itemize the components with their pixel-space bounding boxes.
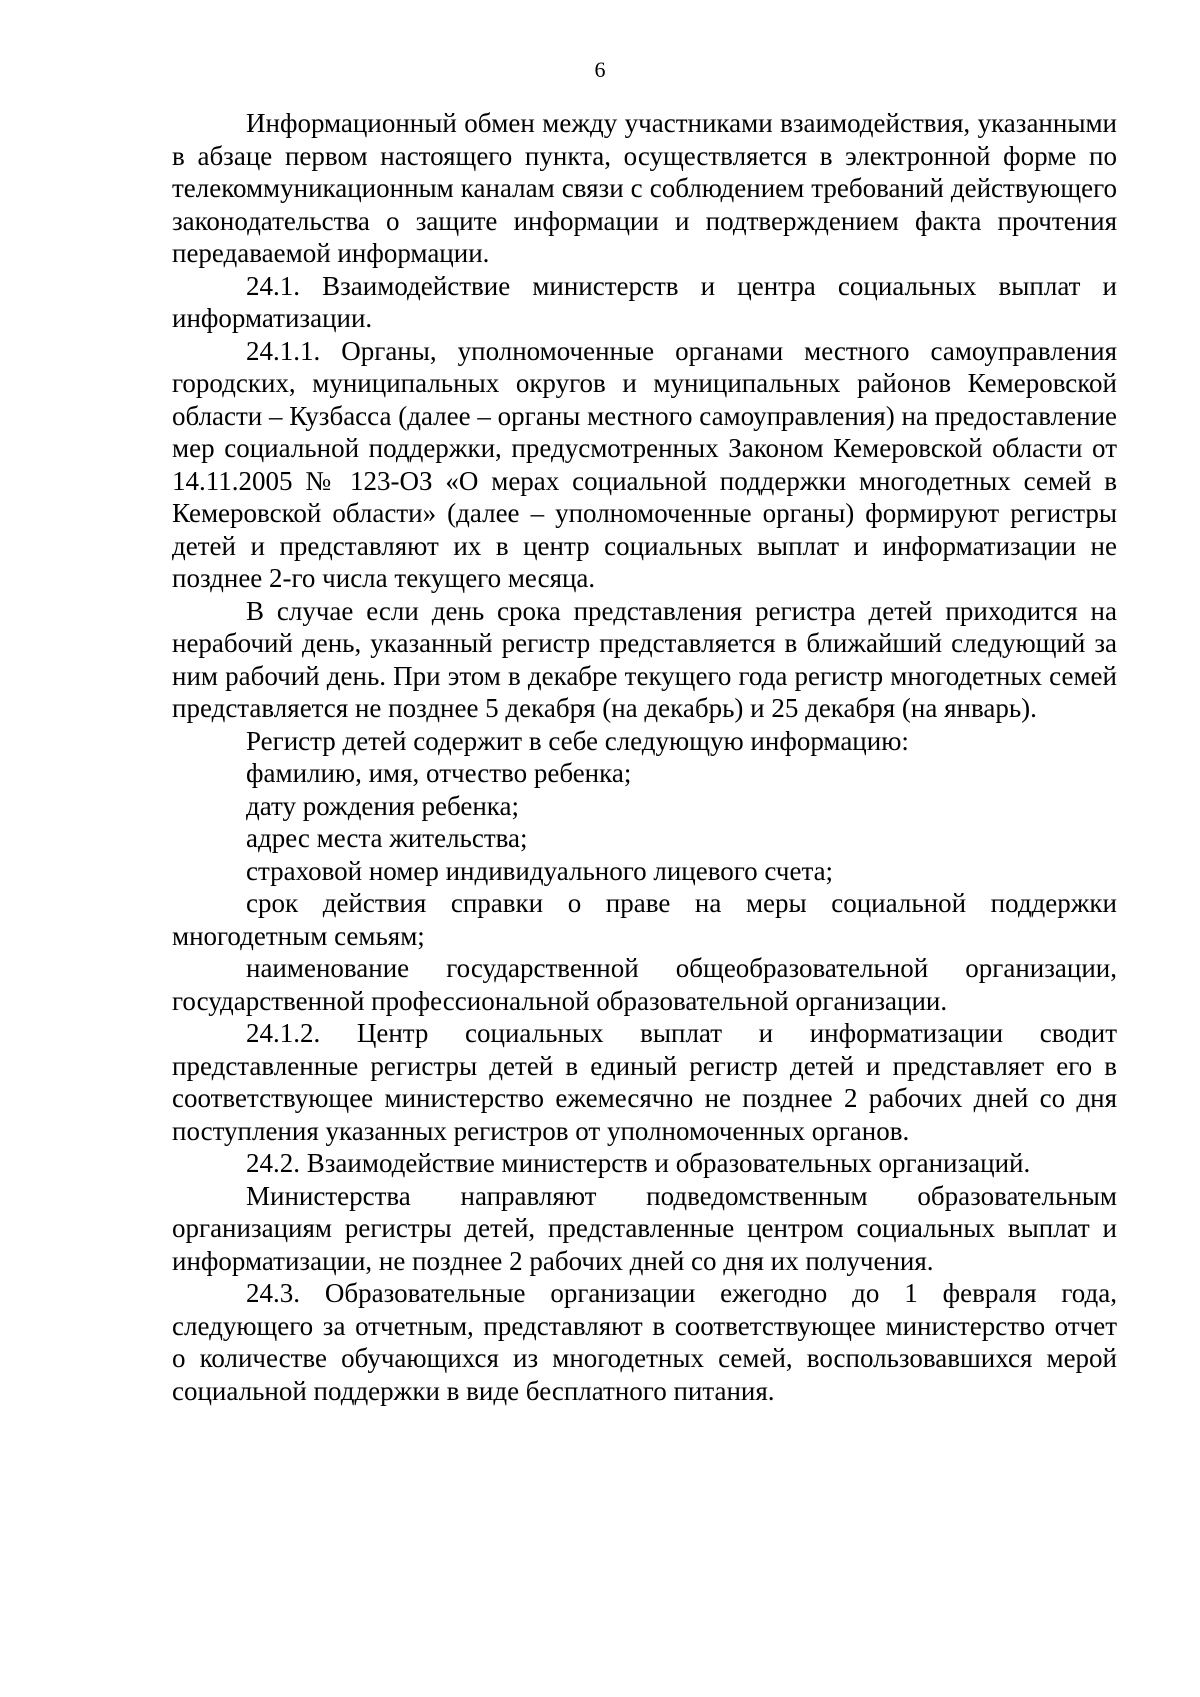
- list-item-insurance-number: страховой номер индивидуального лицевого счета;: [246, 855, 834, 886]
- paragraph-24-3: 24.3. Образовательные организации ежегодно до 1 февраля года, следующего за отчетным, представляют в соответствующее министерство отчет о количестве обучающихся из многодетных семей, воспользовавшихся мерой социальной поддержки в виде бесплатного питания.: [172, 1278, 1117, 1406]
- list-item-organization-name: наименование государственной общеобразовательной организации, государственной профессиональной образовательной организации.: [172, 953, 1117, 1016]
- paragraph-24-1-heading: 24.1. Взаимодействие министерств и центра социальных выплат и информатизации.: [172, 270, 1117, 333]
- paragraph-information-exchange: Информационный обмен между участниками взаимодействия, указанными в абзаце первом настоящего пункта, осуществляется в электронной форме по телекоммуникационным каналам связи с соблюдением требований действующего законодательства о защите информации и подтверждением факта прочтения передаваемой информации.: [172, 108, 1117, 268]
- paragraph-non-working-day: В случае если день срока представления регистра детей приходится на нерабочий день, указанный регистр представляется в ближайший следующий за ним рабочий день. При этом в декабре текущего года регистр многодетных семей представляется не позднее 5 декабря (на декабрь) и 25 декабря (на январь).: [172, 595, 1117, 723]
- document-body: [172, 107, 1117, 1407]
- paragraph-24-2-heading: 24.2. Взаимодействие министерств и образовательных организаций.: [246, 1148, 1031, 1178]
- paragraph-ministries-send: Министерства направляют подведомственным образовательным организациям регистры детей, представленные центром социальных выплат и информатизации, не позднее 2 рабочих дней со дня их получения.: [172, 1180, 1117, 1276]
- list-item-birth-date: дату рождения ребенка;: [246, 790, 519, 821]
- page-number: 6: [594, 57, 606, 82]
- list-item-full-name: фамилию, имя, отчество ребенка;: [246, 758, 632, 788]
- paragraph-register-contents: Регистр детей содержит в себе следующую информацию:: [246, 725, 909, 756]
- list-item-address: адрес места жительства;: [246, 823, 528, 853]
- list-item-certificate-term: срок действия справки о праве на меры социальной поддержки многодетным семьям;: [172, 888, 1117, 951]
- paragraph-24-1-2: 24.1.2. Центр социальных выплат и информатизации сводит представленные регистры детей в единый регистр детей и представляет его в соответствующее министерство ежемесячно не позднее 2 рабочих дней со дня поступления указанных регистров от уполномоченных органов.: [172, 1018, 1117, 1146]
- paragraph-24-1-1: 24.1.1. Органы, уполномоченные органами местного самоуправления городских, муниципальных округов и муниципальных районов Кемеровской области – Кузбасса (далее – органы местного самоуправления) на предоставление мер социальной поддержки, предусмотренных Законом Кемеровской области от 14.11.2005 № 123-ОЗ «О мерах социальной поддержки многодетных семей в Кемеровской области» (далее – уполномоченные органы) формируют регистры детей и представляют их в центр социальных выплат и информатизации не позднее 2-го числа текущего месяца.: [172, 335, 1117, 593]
